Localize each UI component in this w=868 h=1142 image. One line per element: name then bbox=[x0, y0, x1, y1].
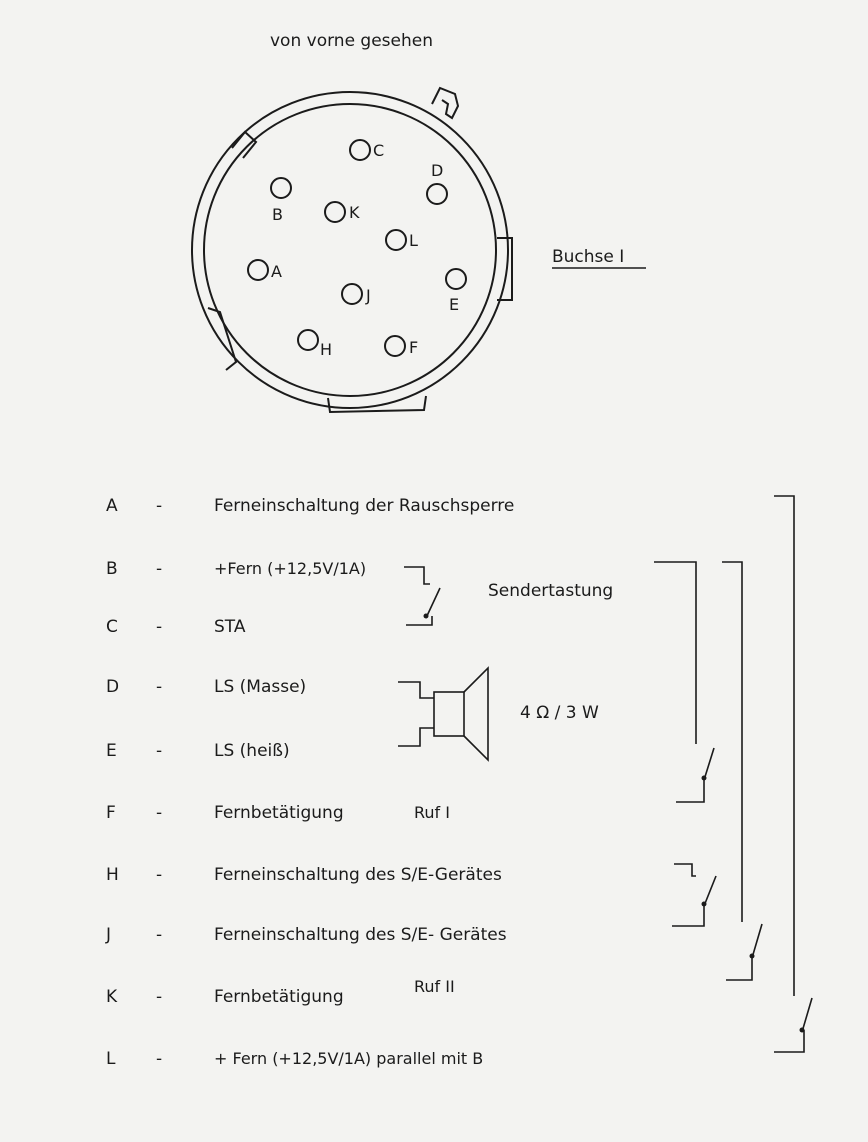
bracket-line bbox=[674, 864, 696, 876]
legend-dash: - bbox=[156, 865, 163, 885]
legend-text: LS (heiß) bbox=[214, 741, 290, 761]
legend-dash: - bbox=[156, 925, 163, 945]
legend-text: Fernbetätigung bbox=[214, 987, 344, 1007]
keyway-notch bbox=[232, 132, 256, 158]
legend-row-H bbox=[106, 865, 502, 885]
legend-row-J bbox=[105, 925, 507, 945]
pin-label: H bbox=[320, 340, 333, 359]
pin-hole bbox=[350, 140, 370, 160]
ruf-1-label: Ruf I bbox=[414, 803, 450, 822]
pin-H bbox=[298, 330, 332, 359]
switch-blade bbox=[704, 748, 714, 780]
legend-row-B bbox=[106, 559, 366, 579]
switch-blade bbox=[704, 876, 716, 906]
legend-pin: E bbox=[106, 741, 117, 761]
pin-label: F bbox=[409, 338, 419, 357]
legend-row-F bbox=[106, 803, 344, 823]
legend-dash: - bbox=[156, 617, 163, 637]
pin-label: E bbox=[449, 295, 460, 314]
connector-face bbox=[192, 88, 512, 412]
legend-text: +Fern (+12,5V/1A) bbox=[214, 559, 367, 578]
pin-label: J bbox=[366, 286, 371, 305]
speaker-wire bbox=[398, 682, 434, 698]
bracket-line bbox=[774, 496, 794, 996]
legend-pin: B bbox=[106, 559, 118, 579]
pin-hole bbox=[271, 178, 291, 198]
pin-A bbox=[248, 260, 282, 281]
legend-row-C bbox=[106, 617, 246, 637]
pin-label: B bbox=[272, 205, 283, 224]
pin-hole bbox=[298, 330, 318, 350]
pin-E bbox=[446, 269, 466, 314]
sendertastung-label: Sendertastung bbox=[488, 581, 614, 601]
switch-blade bbox=[426, 588, 440, 618]
bracket-line bbox=[654, 562, 696, 744]
pin-C bbox=[350, 140, 384, 160]
legend-pin: D bbox=[106, 677, 120, 697]
keyway-notch bbox=[328, 396, 426, 412]
socket-label: Buchse I bbox=[552, 247, 625, 267]
remote-switch-brackets bbox=[654, 496, 812, 1052]
legend-dash: - bbox=[156, 559, 163, 579]
ruf-2-label: Ruf II bbox=[414, 977, 455, 996]
legend-dash: - bbox=[156, 803, 163, 823]
legend-row-D bbox=[106, 677, 306, 697]
speaker-symbol bbox=[398, 668, 488, 760]
pin-J bbox=[342, 284, 371, 305]
speaker-rating-label: 4 Ω / 3 W bbox=[520, 703, 599, 723]
pin-D bbox=[427, 161, 447, 204]
pin-hole bbox=[325, 202, 345, 222]
locking-lug bbox=[432, 88, 458, 118]
legend-pin: F bbox=[106, 803, 116, 823]
legend-text: Fernbetätigung bbox=[214, 803, 344, 823]
bracket-line bbox=[726, 956, 752, 980]
legend-dash: - bbox=[156, 987, 163, 1007]
bracket-line bbox=[774, 1030, 804, 1052]
pin-label: D bbox=[431, 161, 444, 180]
bracket-line bbox=[722, 562, 742, 922]
pin-hole bbox=[385, 336, 405, 356]
legend-row-E bbox=[106, 741, 290, 761]
pin-L bbox=[386, 230, 418, 250]
legend-text: + Fern (+12,5V/1A) parallel mit B bbox=[214, 1049, 484, 1068]
pin-hole bbox=[427, 184, 447, 204]
pin-label: K bbox=[349, 203, 360, 222]
legend-text: Ferneinschaltung der Rauschsperre bbox=[214, 496, 515, 516]
speaker-wire bbox=[398, 728, 434, 746]
legend-text: Ferneinschaltung des S/E-Gerätes bbox=[214, 865, 502, 885]
legend-text: STA bbox=[214, 617, 246, 637]
keyway-notch bbox=[497, 238, 512, 300]
legend-pin: K bbox=[106, 987, 118, 1007]
legend-pin: C bbox=[106, 617, 118, 637]
pin-hole bbox=[446, 269, 466, 289]
legend-dash: - bbox=[156, 1049, 163, 1069]
pin-F bbox=[385, 336, 418, 357]
legend-text: Ferneinschaltung des S/E- Gerätes bbox=[214, 925, 507, 945]
legend-pin: A bbox=[106, 496, 118, 516]
sendertastung-switch bbox=[404, 567, 440, 625]
bracket-line bbox=[672, 904, 704, 926]
legend-dash: - bbox=[156, 741, 163, 761]
pin-hole bbox=[386, 230, 406, 250]
legend-row-L bbox=[106, 1049, 483, 1069]
pin-K bbox=[325, 202, 360, 222]
legend-text: LS (Masse) bbox=[214, 677, 307, 697]
legend-pin: J bbox=[106, 925, 112, 945]
speaker-magnet bbox=[434, 692, 464, 736]
pin-label: C bbox=[373, 141, 385, 160]
switch-contact bbox=[424, 614, 429, 619]
legend-row-A bbox=[106, 496, 514, 516]
speaker-cone bbox=[464, 668, 488, 760]
pin-B bbox=[271, 178, 291, 224]
legend-dash: - bbox=[156, 677, 163, 697]
legend-row-K bbox=[106, 987, 344, 1007]
keyway-notch bbox=[208, 308, 236, 370]
legend-pin: L bbox=[106, 1049, 116, 1069]
pin-hole bbox=[248, 260, 268, 280]
legend-dash: - bbox=[156, 496, 163, 516]
pin-label: L bbox=[409, 231, 418, 250]
pin-hole bbox=[342, 284, 362, 304]
pin-label: A bbox=[271, 262, 282, 281]
switch-wire bbox=[404, 567, 430, 584]
switch-blade bbox=[802, 998, 812, 1032]
switch-blade bbox=[752, 924, 762, 958]
legend-pin: H bbox=[106, 865, 119, 885]
view-caption: von vorne gesehen bbox=[270, 31, 434, 51]
bracket-line bbox=[676, 778, 704, 802]
pin-group bbox=[248, 140, 466, 359]
